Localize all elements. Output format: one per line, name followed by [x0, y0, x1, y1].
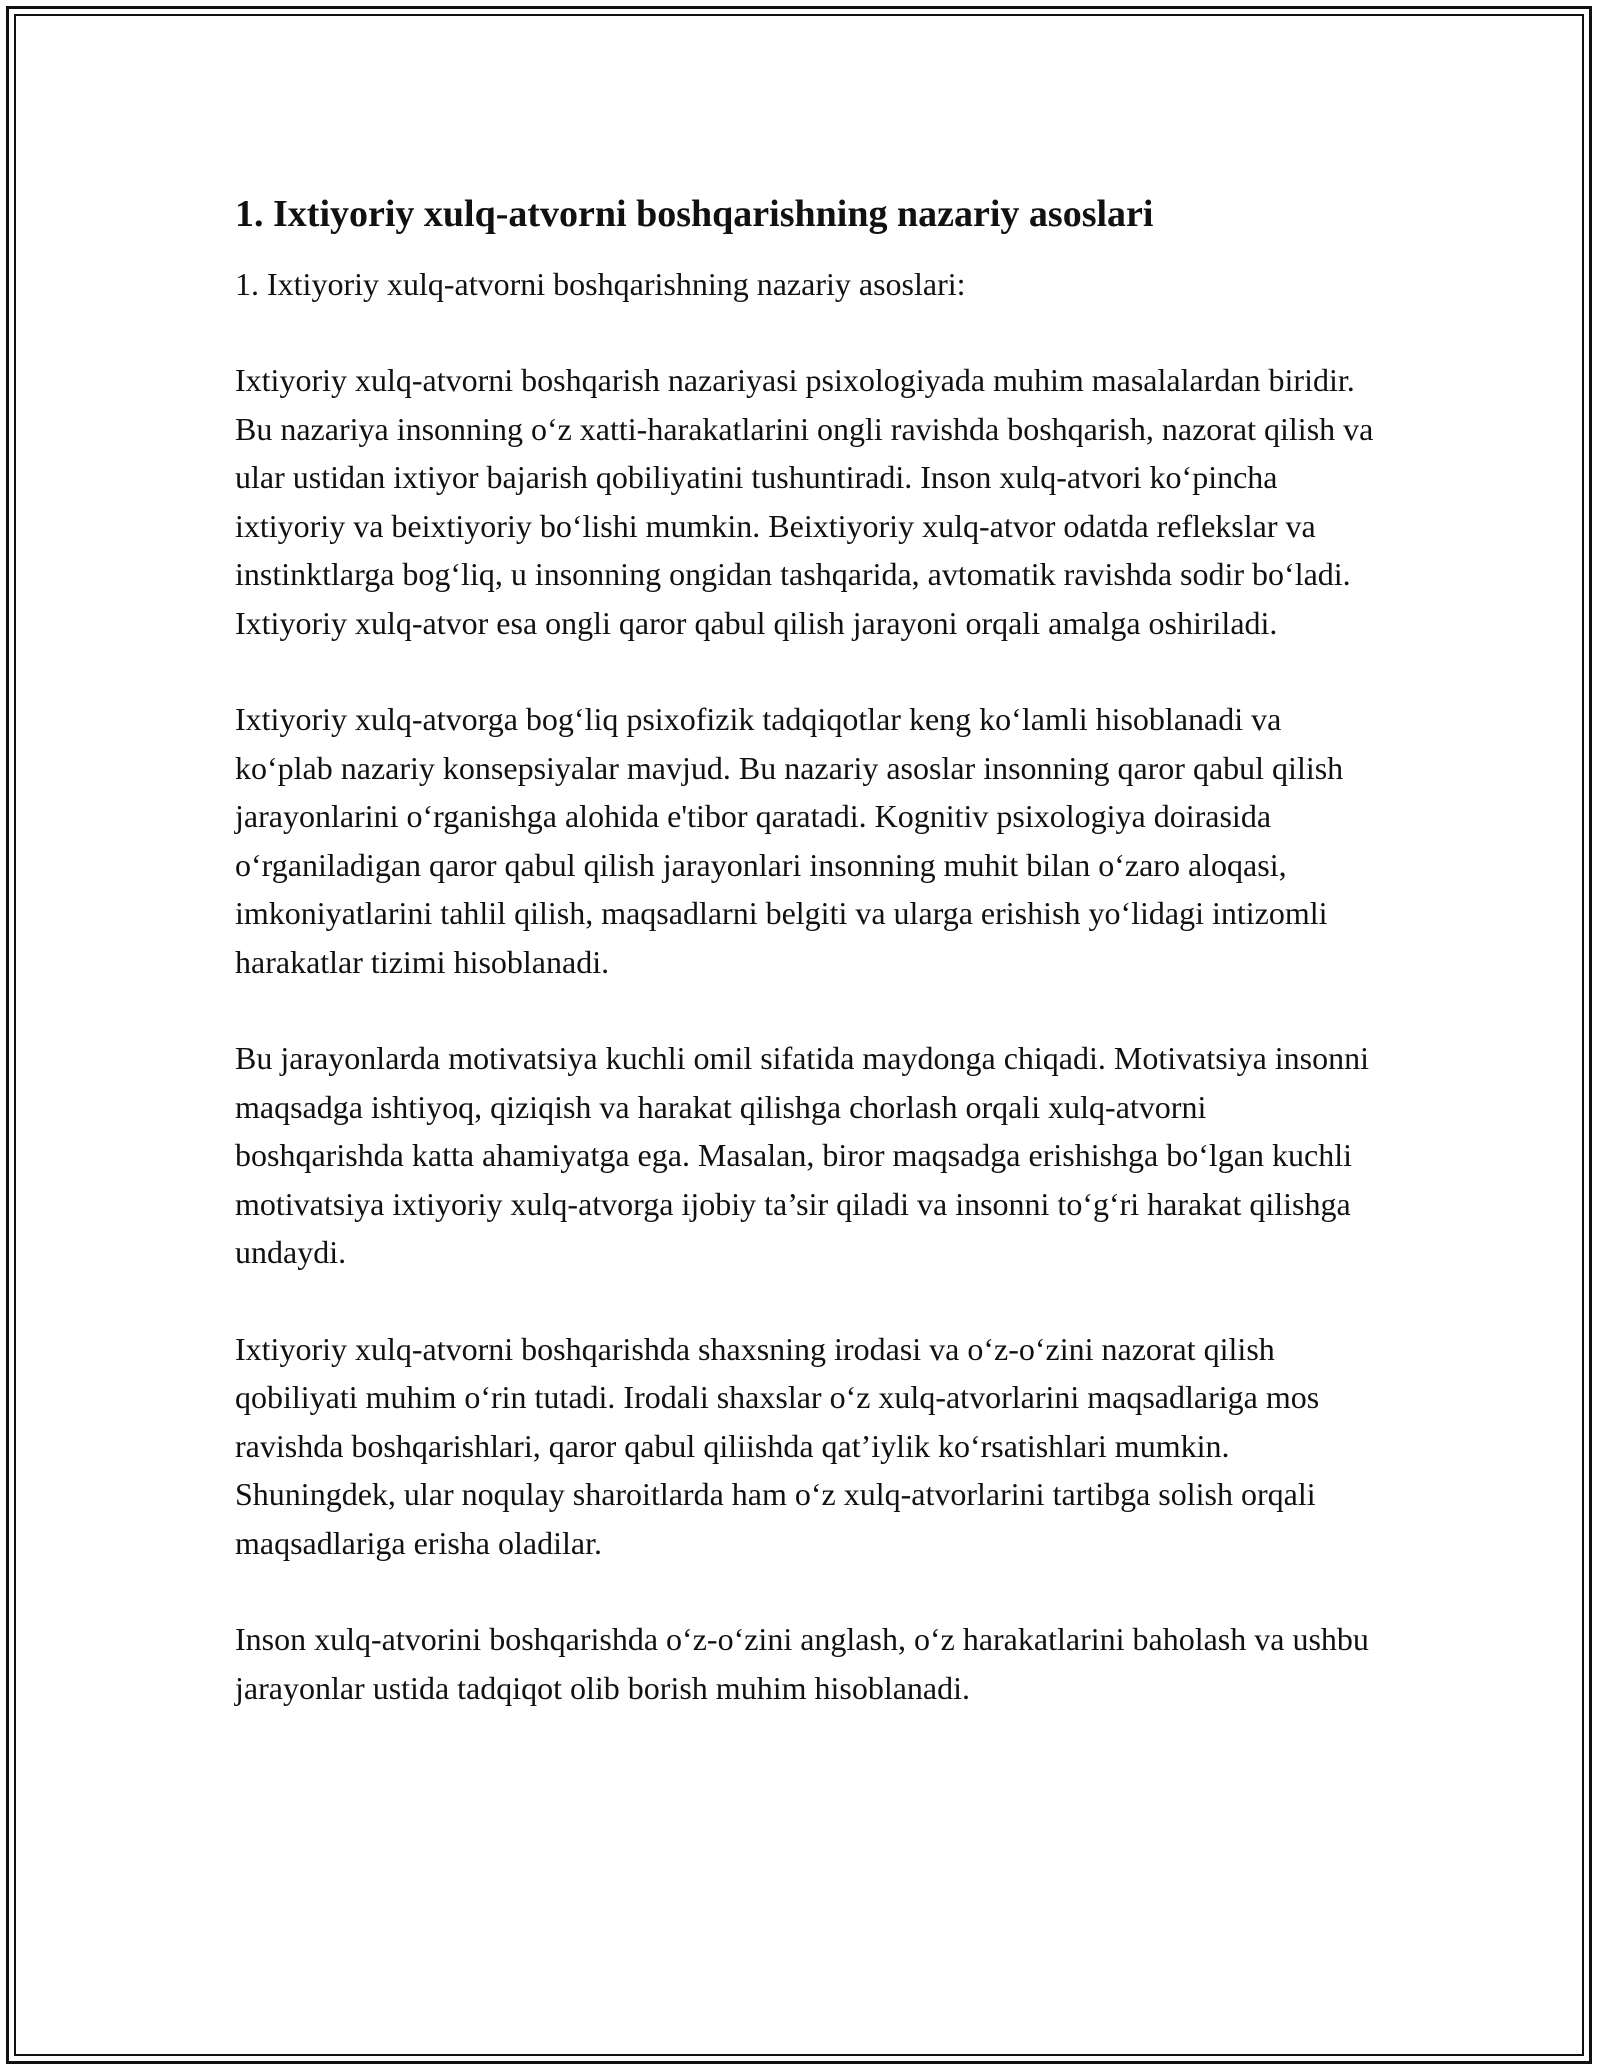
- paragraph-2: Ixtiyoriy xulq-atvorga bog‘liq psixofizik tadqiqotlar keng ko‘lamli hisoblanadi va ko‘plab nazariy konsepsiyalar mavjud. Bu nazariy asoslar insonning qaror qabul qilish jarayonlarini o‘rganishga alohida e'tibor qaratadi. Kognitiv psixologiya doirasida o‘rganiladigan qaror qabul qilish jarayonlari insonning muhit bilan o‘zaro aloqasi, imkoniyatlarini tahlil qilish, maqsadlarni belgiti va ularga erishish yo‘lidagi intizomli harakatlar tizimi hisoblanadi.: [235, 701, 1344, 980]
- paragraph-1: Ixtiyoriy xulq-atvorni boshqarish nazariyasi psixologiyada muhim masalalardan biridir. Bu nazariya insonning o‘z xatti-harakatlarini ongli ravishda boshqarish, nazorat qilish va ular ustidan ixtiyor bajarish qobiliyatini tushuntiradi. Inson xulq-atvori ko‘pincha ixtiyoriy va beixtiyoriy bo‘lishi mumkin. Beixtiyoriy xulq-atvor odatda reflekslar va instinktlarga bog‘liq, u insonning ongidan tashqarida, avtomatik ravishda sodir bo‘ladi. Ixtiyoriy xulq-atvor esa ongli qaror qabul qilish jarayoni orqali amalga oshiriladi.: [235, 362, 1374, 641]
- document-body: [235, 188, 1380, 1760]
- document-title: 1. Ixtiyoriy xulq-atvorni boshqarishning nazariy asoslari: [235, 193, 1154, 235]
- paragraph-3: Bu jarayonlarda motivatsiya kuchli omil sifatida maydonga chiqadi. Motivatsiya insonni maqsadga ishtiyoq, qiziqish va harakat qilishga chorlash orqali xulq-atvorni boshqarishda katta ahamiyatga ega. Masalan, biror maqsadga erishishga bo‘lgan kuchli motivatsiya ixtiyoriy xulq-atvorga ijobiy ta’sir qiladi va insonni to‘g‘ri harakat qilishga undaydi.: [235, 1040, 1369, 1270]
- paragraph-4: Ixtiyoriy xulq-atvorni boshqarishda shaxsning irodasi va o‘z-o‘zini nazorat qilish qobiliyati muhim o‘rin tutadi. Irodali shaxslar o‘z xulq-atvorlarini maqsadlariga mos ravishda boshqarishlari, qaror qabul qiliishda qat’iylik ko‘rsatishlari mumkin. Shuningdek, ular noqulay sharoitlarda ham o‘z xulq-atvorlarini tartibga solish orqali maqsadlariga erisha oladilar.: [235, 1330, 1320, 1561]
- section-heading: 1. Ixtiyoriy xulq-atvorni boshqarishning nazariy asoslari:: [235, 266, 966, 302]
- paragraph-5: Inson xulq-atvorini boshqarishda o‘z-o‘zini anglash, o‘z harakatlarini baholash va ushbu jarayonlar ustida tadqiqot olib borish muhim hisoblanadi.: [235, 1621, 1369, 1706]
